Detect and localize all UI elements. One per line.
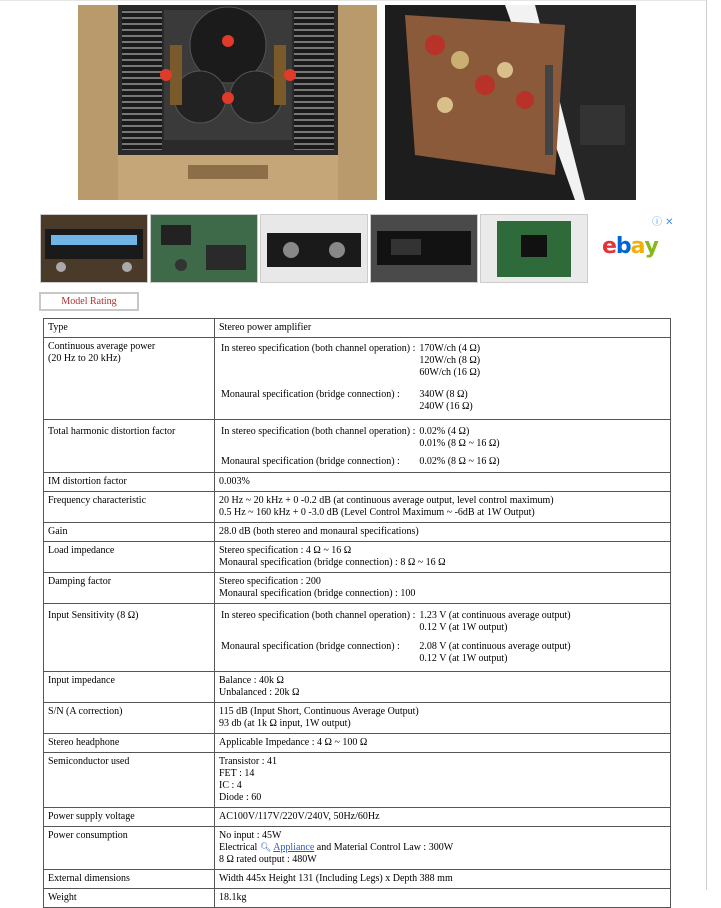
sub-value: 0.02% (4 Ω)	[419, 426, 470, 437]
spec-value-text: and Material Control Law : 300W	[316, 842, 454, 853]
spec-label: Input impedance	[44, 672, 215, 703]
spec-value: Width 445x Height 131 (Including Legs) x Depth 388 mm	[215, 870, 671, 889]
spec-label: Total harmonic distortion factor	[44, 420, 215, 473]
spec-label	[44, 338, 215, 420]
spec-label: Gain	[44, 523, 215, 542]
sub-value: 120W/ch (8 Ω)	[419, 355, 481, 366]
spec-value-line: No input : 45W	[219, 830, 282, 841]
sub-label: In stereo specification (both channel operation) :	[221, 610, 416, 621]
amplifier-interior-photo	[78, 5, 377, 200]
ad-thumbnail-tape-deck[interactable]	[370, 214, 478, 283]
spec-value-line: Monaural specification (bridge connection) : 8 Ω ~ 16 Ω	[219, 557, 446, 568]
ebay-letter: y	[644, 234, 658, 259]
ad-thumbnail-receiver[interactable]	[40, 214, 148, 283]
sub-value: 0.12 V (at 1W output)	[419, 622, 508, 633]
spec-value-line: IC : 4	[219, 780, 242, 791]
ebay-letter: b	[615, 234, 631, 259]
spec-value-line: 115 dB (Input Short, Continuous Average Output)	[219, 706, 419, 717]
table-row	[44, 604, 671, 672]
spec-label: Input Sensitivity (8 Ω)	[44, 604, 215, 672]
sub-label: In stereo specification (both channel operation) :	[221, 426, 416, 437]
spec-label: Load impedance	[44, 542, 215, 573]
sub-label: Monaural specification (bridge connection) :	[221, 389, 400, 400]
table-row	[44, 672, 671, 703]
table-row	[44, 319, 671, 338]
sub-value: 170W/ch (4 Ω)	[419, 343, 481, 354]
spec-table	[43, 318, 671, 908]
table-row	[44, 523, 671, 542]
spec-value-line	[219, 842, 666, 854]
spec-label: Semiconductor used	[44, 753, 215, 808]
spec-value-line: 20 Hz ~ 20 kHz + 0 -0.2 dB (at continuous average output, level control maximum)	[219, 495, 554, 506]
spec-label: External dimensions	[44, 870, 215, 889]
spec-value-line: Balance : 40k Ω	[219, 675, 284, 686]
table-row	[44, 870, 671, 889]
spec-value-line: Unbalanced : 20k Ω	[219, 687, 300, 698]
ebay-logo[interactable]	[602, 234, 658, 259]
spec-value	[215, 542, 671, 573]
table-row	[44, 420, 671, 473]
search-icon: 🔍︎	[259, 843, 272, 853]
spec-value-line: Monaural specification (bridge connection) : 100	[219, 588, 416, 599]
spec-value	[215, 672, 671, 703]
table-row	[44, 542, 671, 573]
spec-label: Frequency characteristic	[44, 492, 215, 523]
spec-value	[215, 703, 671, 734]
spec-value	[215, 604, 671, 672]
table-row	[44, 573, 671, 604]
table-row	[44, 473, 671, 492]
page-top-border	[0, 0, 706, 1]
table-row	[44, 808, 671, 827]
sub-value: 0.01% (8 Ω ~ 16 Ω)	[419, 438, 500, 449]
spec-value-line: Stereo specification : 4 Ω ~ 16 Ω	[219, 545, 352, 556]
spec-label: S/N (A correction)	[44, 703, 215, 734]
page-right-border	[706, 0, 707, 890]
spec-value-text: Electrical	[219, 842, 258, 853]
spec-value	[215, 827, 671, 870]
sub-label: In stereo specification (both channel operation) :	[221, 343, 416, 354]
sub-values	[415, 641, 570, 665]
ebay-letter: a	[630, 234, 645, 259]
appliance-link[interactable]: Appliance	[273, 842, 315, 853]
table-row	[44, 338, 671, 420]
table-row	[44, 492, 671, 523]
spec-value-line: 93 db (at 1k Ω input, 1W output)	[219, 718, 351, 729]
spec-label: Power consumption	[44, 827, 215, 870]
ad-thumbnail-amplifier[interactable]	[260, 214, 368, 283]
sub-value: 340W (8 Ω)	[419, 389, 468, 400]
sub-values	[415, 456, 499, 468]
table-row	[44, 734, 671, 753]
sub-label: Monaural specification (bridge connection) :	[221, 641, 400, 652]
spec-value: 18.1kg	[215, 889, 671, 908]
table-row	[44, 703, 671, 734]
sub-values	[415, 426, 499, 450]
spec-label: IM distortion factor	[44, 473, 215, 492]
table-row	[44, 827, 671, 870]
spec-subtable	[219, 610, 571, 665]
sub-values	[415, 610, 570, 634]
sub-label: Monaural specification (bridge connection) :	[221, 456, 400, 467]
spec-label: Power supply voltage	[44, 808, 215, 827]
ebay-letter: e	[602, 234, 616, 259]
sub-value: 60W/ch (16 Ω)	[419, 367, 481, 378]
spec-value: Applicable Impedance : 4 Ω ~ 100 Ω	[215, 734, 671, 753]
spec-value	[215, 338, 671, 420]
sub-values	[415, 343, 480, 379]
ad-thumbnail-mainboard[interactable]	[480, 214, 588, 283]
spec-value	[215, 492, 671, 523]
spec-value: Stereo power amplifier	[215, 319, 671, 338]
spec-value-line: 8 Ω rated output : 480W	[219, 854, 317, 865]
spec-label-line: Continuous average power	[48, 341, 156, 352]
table-row	[44, 889, 671, 908]
sub-value: 2.08 V (at continuous average output)	[419, 641, 571, 652]
sub-value: 1.23 V (at continuous average output)	[419, 610, 571, 621]
spec-value: 0.003%	[215, 473, 671, 492]
amplifier-module-photo	[385, 5, 636, 200]
spec-label: Stereo headphone	[44, 734, 215, 753]
spec-value-line: Stereo specification : 200	[219, 576, 321, 587]
spec-label: Damping factor	[44, 573, 215, 604]
spec-value-line: FET : 14	[219, 768, 255, 779]
spec-label: Weight	[44, 889, 215, 908]
spec-value: 28.0 dB (both stereo and monaural specifications)	[215, 523, 671, 542]
spec-label-line: (20 Hz to 20 kHz)	[48, 353, 121, 364]
sub-value: 0.02% (8 Ω ~ 16 Ω)	[419, 456, 500, 467]
spec-subtable	[219, 343, 480, 413]
model-rating-button[interactable]: Model Rating	[39, 292, 139, 311]
spec-value-line: Diode : 60	[219, 792, 262, 803]
sub-value: 240W (16 Ω)	[419, 401, 473, 412]
table-row	[44, 753, 671, 808]
spec-value	[215, 420, 671, 473]
spec-subtable	[219, 426, 500, 468]
sub-value: 0.12 V (at 1W output)	[419, 653, 508, 664]
spec-value	[215, 573, 671, 604]
spec-value-line: 0.5 Hz ~ 160 kHz + 0 -3.0 dB (Level Control Maximum ~ -6dB at 1W Output)	[219, 507, 535, 518]
ad-info-close-icon[interactable]: ⓘ ✕	[652, 217, 674, 228]
ad-thumbnail-circuit-board[interactable]	[150, 214, 258, 283]
spec-value	[215, 753, 671, 808]
spec-value-line: Transistor : 41	[219, 756, 277, 767]
spec-value: AC100V/117V/220V/240V, 50Hz/60Hz	[215, 808, 671, 827]
spec-label: Type	[44, 319, 215, 338]
sub-values	[415, 389, 480, 413]
